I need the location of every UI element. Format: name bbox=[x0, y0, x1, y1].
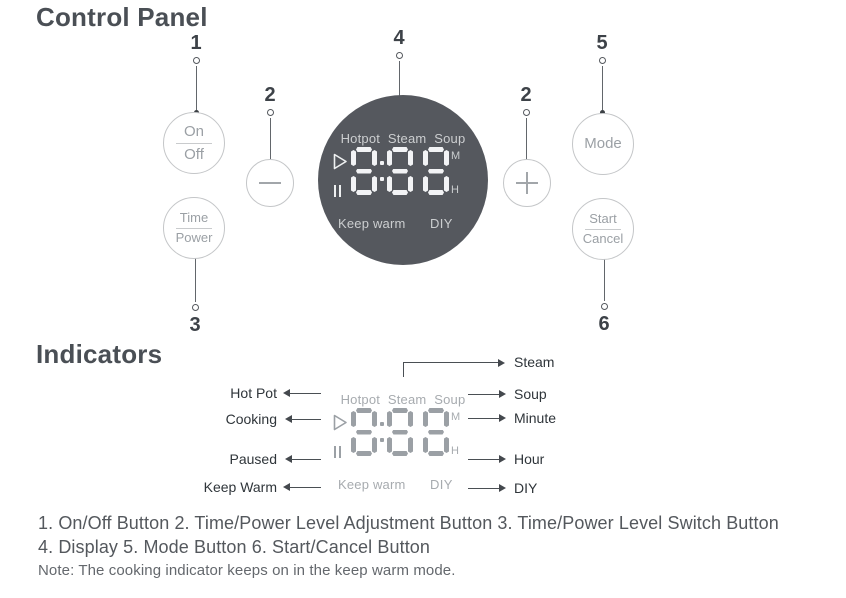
callout-ring-icon bbox=[599, 57, 606, 64]
callout-2-right-number: 2 bbox=[520, 84, 532, 106]
callout-3 bbox=[184, 252, 206, 335]
arrow-line bbox=[468, 394, 499, 395]
callout-ring-icon bbox=[601, 303, 608, 310]
time-power-button-bottom-label: Power bbox=[175, 229, 213, 245]
callout-2-left-number: 2 bbox=[264, 84, 276, 106]
mode-button-label: Mode bbox=[584, 135, 622, 153]
display-content bbox=[318, 95, 488, 265]
callout-4-number: 4 bbox=[393, 27, 405, 49]
keep-warm-label: Keep warm bbox=[338, 477, 406, 492]
hour-marker: H bbox=[451, 184, 459, 196]
indicator-label-paused: Paused bbox=[229, 451, 277, 467]
indicator-label-keep-warm: Keep Warm bbox=[203, 479, 277, 495]
plus-button bbox=[503, 159, 551, 207]
callout-5 bbox=[591, 33, 613, 115]
digit-8 bbox=[387, 147, 413, 195]
minus-button bbox=[246, 159, 294, 207]
paused-icon bbox=[334, 185, 341, 197]
callout-ring-icon bbox=[193, 57, 200, 64]
cooking-play-icon bbox=[333, 153, 348, 170]
indicator-label-soup: Soup bbox=[514, 386, 547, 402]
legend-line-2: 4. Display 5. Mode Button 6. Start/Cancel Button bbox=[38, 537, 431, 557]
arrow-line bbox=[289, 393, 321, 394]
callout-6-number: 6 bbox=[598, 313, 610, 335]
callout-ring-icon bbox=[267, 109, 274, 116]
arrow-right-icon bbox=[499, 414, 506, 422]
arrow-line bbox=[468, 488, 499, 489]
cooking-play-icon bbox=[333, 414, 348, 431]
button-divider bbox=[176, 143, 212, 144]
hour-marker: H bbox=[451, 445, 459, 457]
callout-6 bbox=[593, 250, 615, 334]
arrow-line bbox=[291, 459, 321, 460]
arrow-line bbox=[291, 419, 321, 420]
display bbox=[318, 95, 488, 265]
time-power-button-top-label: Time bbox=[179, 209, 209, 225]
time-power-button bbox=[163, 197, 225, 259]
on-off-button-bottom-label: Off bbox=[184, 145, 204, 163]
indicators-display bbox=[318, 356, 488, 506]
arrow-line bbox=[289, 487, 321, 488]
minute-marker: M bbox=[451, 411, 461, 423]
indicator-label-diy: DIY bbox=[514, 480, 538, 496]
mode-button bbox=[572, 113, 634, 175]
digit-8 bbox=[351, 147, 377, 195]
arrow-right-icon bbox=[499, 484, 506, 492]
diy-label: DIY bbox=[430, 477, 453, 492]
diy-label: DIY bbox=[430, 216, 453, 231]
indicator-label-hour: Hour bbox=[514, 451, 545, 467]
callout-1-number: 1 bbox=[190, 32, 202, 54]
colon-dots-icon bbox=[380, 408, 384, 456]
legend-note: Note: The cooking indicator keeps on in the keep warm mode. bbox=[38, 562, 456, 579]
paused-icon bbox=[334, 446, 341, 458]
on-off-button-top-label: On bbox=[183, 123, 204, 141]
callout-line bbox=[602, 66, 603, 110]
colon-dots-icon bbox=[380, 147, 384, 195]
start-cancel-button bbox=[572, 198, 634, 260]
arrow-right-icon bbox=[499, 390, 506, 398]
seven-segment-display bbox=[351, 408, 449, 456]
callout-1 bbox=[185, 33, 207, 115]
display-mode-labels: Hotpot Steam Soup bbox=[340, 131, 466, 146]
digit-8 bbox=[423, 408, 449, 456]
display-mode-labels: Hotpot Steam Soup bbox=[340, 392, 466, 407]
indicator-label-steam: Steam bbox=[514, 354, 555, 370]
minus-icon bbox=[259, 182, 281, 184]
digit-8 bbox=[387, 408, 413, 456]
arrow-right-icon bbox=[499, 455, 506, 463]
keep-warm-label: Keep warm bbox=[338, 216, 406, 231]
arrow-line bbox=[468, 418, 499, 419]
callout-line bbox=[196, 66, 197, 110]
digit-8 bbox=[351, 408, 377, 456]
callout-3-number: 3 bbox=[189, 314, 201, 336]
button-divider bbox=[585, 229, 621, 230]
steam-connector-horizontal bbox=[403, 362, 498, 363]
seven-segment-display bbox=[351, 147, 449, 195]
callout-line bbox=[195, 257, 196, 302]
indicator-label-minute: Minute bbox=[514, 410, 557, 426]
callout-4 bbox=[388, 28, 410, 102]
indicator-label-cooking: Cooking bbox=[225, 411, 277, 427]
legend-line-1: 1. On/Off Button 2. Time/Power Level Adjustment Button 3. Time/Power Level Switch Button bbox=[38, 513, 779, 533]
callout-ring-icon bbox=[396, 52, 403, 59]
page-title: Control Panel bbox=[36, 2, 208, 32]
indicator-label-hot-pot: Hot Pot bbox=[230, 385, 277, 401]
arrow-line bbox=[468, 459, 499, 460]
legend bbox=[38, 511, 833, 582]
steam-connector-vertical bbox=[403, 362, 404, 377]
start-cancel-button-top-label: Start bbox=[589, 210, 617, 226]
callout-5-number: 5 bbox=[596, 32, 608, 54]
callout-line bbox=[604, 255, 605, 301]
digit-8 bbox=[423, 147, 449, 195]
plus-icon bbox=[516, 172, 538, 194]
arrow-right-icon bbox=[498, 359, 505, 367]
button-divider bbox=[176, 228, 212, 229]
on-off-button bbox=[163, 112, 225, 174]
callout-ring-icon bbox=[523, 109, 530, 116]
minute-marker: M bbox=[451, 150, 461, 162]
callout-ring-icon bbox=[192, 304, 199, 311]
indicators-title: Indicators bbox=[36, 339, 163, 369]
start-cancel-button-bottom-label: Cancel bbox=[582, 230, 624, 246]
